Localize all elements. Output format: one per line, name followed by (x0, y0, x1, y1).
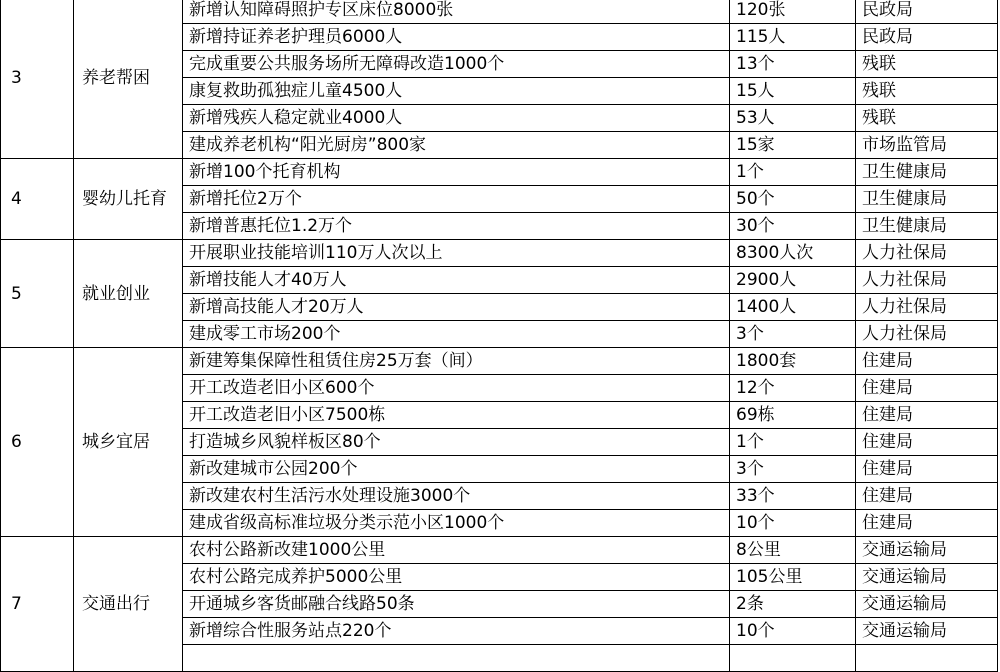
dept-cell: 残联 (856, 51, 998, 78)
target-cell: 15人 (730, 78, 856, 105)
table-row (1, 0, 998, 24)
target-cell: 53人 (730, 105, 856, 132)
dept-cell: 住建局 (856, 348, 998, 375)
task-cell: 康复救助孤独症儿童4500人 (183, 78, 730, 105)
dept-cell: 交通运输局 (856, 618, 998, 645)
task-cell: 开工改造老旧小区600个 (183, 375, 730, 402)
dept-cell: 人力社保局 (856, 294, 998, 321)
group-number: 5 (1, 240, 74, 348)
group-number: 3 (1, 0, 74, 159)
task-cell: 打造城乡风貌样板区80个 (183, 429, 730, 456)
task-cell: 新增托位2万个 (183, 186, 730, 213)
dept-cell: 住建局 (856, 429, 998, 456)
task-cell: 开通城乡客货邮融合线路50条 (183, 591, 730, 618)
dept-cell: 住建局 (856, 483, 998, 510)
table-row (1, 240, 998, 267)
target-cell: 2900人 (730, 267, 856, 294)
dept-cell: 交通运输局 (856, 564, 998, 591)
target-cell: 1个 (730, 159, 856, 186)
task-cell: 新增100个托育机构 (183, 159, 730, 186)
task-cell: 新建筹集保障性租赁住房25万套（间） (183, 348, 730, 375)
task-cell: 新改建农村生活污水处理设施3000个 (183, 483, 730, 510)
dept-cell: 住建局 (856, 375, 998, 402)
dept-cell: 残联 (856, 78, 998, 105)
task-cell: 新增技能人才40万人 (183, 267, 730, 294)
group-category: 就业创业 (74, 240, 183, 348)
target-cell: 10个 (730, 618, 856, 645)
dept-cell: 人力社保局 (856, 240, 998, 267)
task-cell: 新改建城市公园200个 (183, 456, 730, 483)
target-cell: 30个 (730, 213, 856, 240)
task-cell: 新增认知障碍照护专区床位8000张 (183, 0, 730, 24)
target-cell: 50个 (730, 186, 856, 213)
dept-cell: 住建局 (856, 402, 998, 429)
table-row (1, 159, 998, 186)
task-cell: 新增综合性服务站点220个 (183, 618, 730, 645)
target-cell: 105公里 (730, 564, 856, 591)
task-cell: 建成养老机构“阳光厨房”800家 (183, 132, 730, 159)
task-cell: 建成省级高标准垃圾分类示范小区1000个 (183, 510, 730, 537)
table-row (1, 537, 998, 564)
dept-cell: 卫生健康局 (856, 213, 998, 240)
task-cell: 完成重要公共服务场所无障碍改造1000个 (183, 51, 730, 78)
group-category: 养老帮困 (74, 0, 183, 159)
target-cell: 1个 (730, 429, 856, 456)
task-cell: 新增持证养老护理员6000人 (183, 24, 730, 51)
task-cell: 开工改造老旧小区7500栋 (183, 402, 730, 429)
table-row (1, 348, 998, 375)
task-table-body (1, 0, 998, 672)
target-cell: 3个 (730, 456, 856, 483)
dept-cell (856, 645, 998, 672)
dept-cell: 交通运输局 (856, 591, 998, 618)
dept-cell: 交通运输局 (856, 537, 998, 564)
target-cell: 10个 (730, 510, 856, 537)
target-cell: 8公里 (730, 537, 856, 564)
target-cell: 12个 (730, 375, 856, 402)
task-cell: 开展职业技能培训110万人次以上 (183, 240, 730, 267)
dept-cell: 市场监管局 (856, 132, 998, 159)
group-number: 4 (1, 159, 74, 240)
target-cell: 69栋 (730, 402, 856, 429)
target-cell: 1800套 (730, 348, 856, 375)
target-cell: 33个 (730, 483, 856, 510)
target-cell: 13个 (730, 51, 856, 78)
group-category: 交通出行 (74, 537, 183, 672)
dept-cell: 住建局 (856, 456, 998, 483)
target-cell: 3个 (730, 321, 856, 348)
target-cell: 120张 (730, 0, 856, 24)
target-cell: 1400人 (730, 294, 856, 321)
dept-cell: 残联 (856, 105, 998, 132)
group-category: 婴幼儿托育 (74, 159, 183, 240)
dept-cell: 民政局 (856, 24, 998, 51)
target-cell: 115人 (730, 24, 856, 51)
dept-cell: 卫生健康局 (856, 186, 998, 213)
target-cell: 15家 (730, 132, 856, 159)
group-category: 城乡宜居 (74, 348, 183, 537)
dept-cell: 民政局 (856, 0, 998, 24)
group-number: 6 (1, 348, 74, 537)
dept-cell: 住建局 (856, 510, 998, 537)
dept-cell: 卫生健康局 (856, 159, 998, 186)
task-cell: 农村公路新改建1000公里 (183, 537, 730, 564)
target-cell: 2条 (730, 591, 856, 618)
target-cell (730, 645, 856, 672)
target-cell: 8300人次 (730, 240, 856, 267)
task-cell: 新增残疾人稳定就业4000人 (183, 105, 730, 132)
task-cell: 新增高技能人才20万人 (183, 294, 730, 321)
task-cell: 新增普惠托位1.2万个 (183, 213, 730, 240)
dept-cell: 人力社保局 (856, 321, 998, 348)
group-number: 7 (1, 537, 74, 672)
dept-cell: 人力社保局 (856, 267, 998, 294)
task-cell: 建成零工市场200个 (183, 321, 730, 348)
task-cell: 农村公路完成养护5000公里 (183, 564, 730, 591)
task-cell (183, 645, 730, 672)
